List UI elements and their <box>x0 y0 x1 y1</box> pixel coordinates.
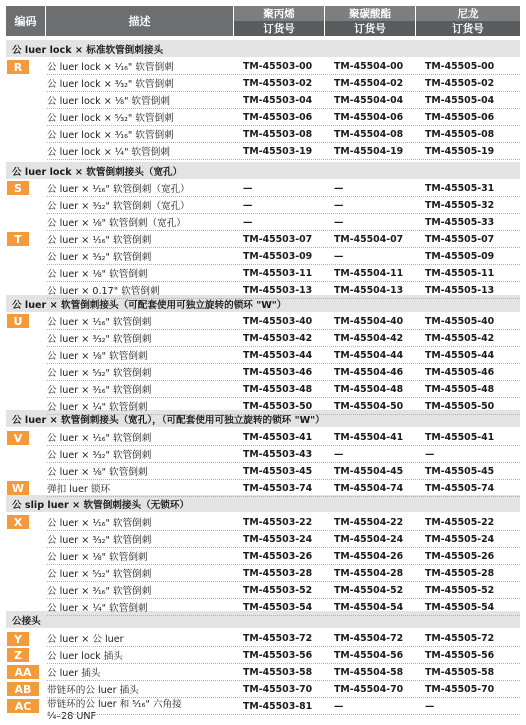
header-col-nylon <box>416 6 520 36</box>
table-row <box>0 58 526 75</box>
table-row <box>0 599 526 616</box>
code-badge: W <box>7 481 29 495</box>
row-description: 公 luer lock × ³⁄₃₂" 软管倒刺 <box>47 79 174 91</box>
table-row <box>0 109 526 126</box>
table-row <box>0 647 526 664</box>
order-number-cell: — <box>425 700 435 712</box>
order-number-cell: TM-45505-48 <box>425 383 495 395</box>
order-number-cell: TM-45503-56 <box>243 649 313 661</box>
order-number-cell: TM-45503-48 <box>243 383 313 395</box>
row-description: 公 luer × ³⁄₃₂" 软管倒刺 <box>47 450 152 462</box>
row-description: 公 luer × 0.17" 软管倒刺 <box>47 286 160 298</box>
order-number-cell: TM-45504-48 <box>334 383 404 395</box>
order-number-cell: TM-45503-70 <box>243 683 313 695</box>
order-number-cell: TM-45503-00 <box>243 60 313 72</box>
section-header: 公 luer × 软管倒刺接头（宽孔），（可配套使用可独立旋转的锁环 "W"） <box>6 410 520 427</box>
order-number-cell: TM-45505-54 <box>425 601 495 613</box>
section-header: 公 slip luer × 软管倒刺接头（无锁环） <box>6 495 520 512</box>
order-number-cell: TM-45504-56 <box>334 649 404 661</box>
order-number-cell: TM-45505-13 <box>425 284 495 296</box>
order-number-cell: TM-45503-81 <box>243 700 313 712</box>
order-number-cell: TM-45503-45 <box>243 465 313 477</box>
header-order-number: 订货号 <box>234 21 324 36</box>
order-number-cell: TM-45505-40 <box>425 315 495 327</box>
code-badge: Y <box>7 632 29 646</box>
row-divider <box>47 615 520 616</box>
code-badge: Z <box>7 648 29 662</box>
table-row <box>0 265 526 282</box>
order-number-cell: TM-45503-52 <box>243 584 313 596</box>
table-row <box>0 347 526 364</box>
row-description: 公 luer lock × ¼" 软管倒刺 <box>47 147 170 159</box>
table-row <box>0 565 526 582</box>
order-number-cell: TM-45503-50 <box>243 400 313 412</box>
header-material: 聚碳酸酯 <box>325 6 415 21</box>
order-number-cell: TM-45503-04 <box>243 94 313 106</box>
order-number-cell: TM-45503-46 <box>243 366 313 378</box>
row-description: 公 luer × ¹⁄₁₆" 软管倒刺 <box>47 518 152 530</box>
order-number-cell: TM-45503-42 <box>243 332 313 344</box>
order-number-cell: TM-45505-46 <box>425 366 495 378</box>
order-number-cell: TM-45505-26 <box>425 550 495 562</box>
order-number-cell: TM-45503-44 <box>243 349 313 361</box>
order-number-cell: TM-45504-70 <box>334 683 404 695</box>
order-number-cell: TM-45505-31 <box>425 182 495 194</box>
table-row <box>0 514 526 531</box>
order-number-cell: TM-45503-43 <box>243 448 313 460</box>
order-number-cell: TM-45504-02 <box>334 77 404 89</box>
table-row <box>0 463 526 480</box>
order-number-cell: TM-45505-28 <box>425 567 495 579</box>
table-header <box>0 6 526 36</box>
header-material: 尼龙 <box>416 6 520 21</box>
row-description: 公 luer lock × ⁵⁄₃₂" 软管倒刺 <box>47 113 174 125</box>
header-col-polypropylene <box>234 6 324 36</box>
table-row <box>0 582 526 599</box>
section-header: 公 luer × 软管倒刺接头（可配套使用可独立旋转的锁环 "W"） <box>6 295 520 312</box>
order-number-cell: TM-45505-24 <box>425 533 495 545</box>
order-number-cell: TM-45503-41 <box>243 431 313 443</box>
order-number-cell: TM-45505-32 <box>425 199 495 211</box>
order-number-cell: TM-45505-50 <box>425 400 495 412</box>
order-number-cell: — <box>425 448 435 460</box>
order-number-cell: TM-45504-58 <box>334 666 404 678</box>
row-divider <box>47 496 520 497</box>
order-number-cell: TM-45505-19 <box>425 145 495 157</box>
order-number-cell: TM-45505-00 <box>425 60 495 72</box>
order-number-cell: TM-45505-52 <box>425 584 495 596</box>
order-number-cell: — <box>334 700 344 712</box>
table-row <box>0 92 526 109</box>
row-description-line: 带链环的公 luer 和 ⁵⁄₁₆" 六角接 <box>47 699 182 710</box>
order-number-cell: TM-45504-52 <box>334 584 404 596</box>
row-description: 公 luer × ⁵⁄₃₂" 软管倒刺 <box>47 368 152 380</box>
order-number-cell: — <box>243 182 253 194</box>
section-header: 公 luer lock × 标准软管倒刺接头 <box>6 40 520 57</box>
order-number-cell: TM-45504-00 <box>334 60 404 72</box>
table-row <box>0 282 526 299</box>
order-number-cell: TM-45504-45 <box>334 465 404 477</box>
table-row <box>0 180 526 197</box>
order-number-cell: TM-45505-44 <box>425 349 495 361</box>
row-divider <box>47 159 520 160</box>
order-number-cell: TM-45505-41 <box>425 431 495 443</box>
row-description: 带链环的公 luer 插头 <box>47 685 139 697</box>
order-number-cell: TM-45504-72 <box>334 632 404 644</box>
order-number-cell: TM-45503-19 <box>243 145 313 157</box>
row-description: 公 luer lock × ⅛" 软管倒刺 <box>47 96 170 108</box>
row-description: 公 luer × ¹⁄₁₆" 软管倒刺 <box>47 235 152 247</box>
order-number-cell: TM-45503-72 <box>243 632 313 644</box>
order-number-cell: TM-45505-72 <box>425 632 495 644</box>
order-number-cell: TM-45504-13 <box>334 284 404 296</box>
order-number-cell: TM-45505-22 <box>425 516 495 528</box>
row-description-line: ¼–28 UNF <box>47 711 97 722</box>
order-number-cell: — <box>243 216 253 228</box>
row-description: 公 luer × ¹⁄₁₆" 软管倒刺 <box>47 317 152 329</box>
order-number-cell: TM-45503-40 <box>243 315 313 327</box>
row-description: 公 luer × ⅛" 软管倒刺 <box>47 552 148 564</box>
order-number-cell: — <box>243 199 253 211</box>
code-badge: U <box>7 314 29 328</box>
order-number-cell: TM-45503-06 <box>243 111 313 123</box>
header-order-number: 订货号 <box>325 21 415 36</box>
table-row <box>0 364 526 381</box>
row-description: 公 luer × ³⁄₁₆" 软管倒刺 <box>47 586 152 598</box>
table-row <box>0 197 526 214</box>
order-number-cell: TM-45504-04 <box>334 94 404 106</box>
header-material: 聚丙烯 <box>234 6 324 21</box>
order-number-cell: TM-45503-02 <box>243 77 313 89</box>
table-row <box>0 548 526 565</box>
header-col-polycarbonate <box>325 6 415 36</box>
row-description: 公 luer × ³⁄₃₂" 软管倒刺 <box>47 535 152 547</box>
row-description: 公 luer × ³⁄₃₂" 软管倒刺 <box>47 334 152 346</box>
row-description <box>47 698 182 722</box>
section-header: 公接头 <box>6 611 520 628</box>
order-number-cell: — <box>334 216 344 228</box>
order-number-cell: TM-45505-07 <box>425 233 495 245</box>
row-description: 公 luer × ¼" 软管倒刺 <box>47 603 148 615</box>
table-row <box>0 143 526 160</box>
order-number-cell: TM-45503-54 <box>243 601 313 613</box>
table-row <box>0 664 526 681</box>
table-row <box>0 630 526 647</box>
order-number-cell: TM-45503-28 <box>243 567 313 579</box>
table-row <box>0 531 526 548</box>
order-number-cell: TM-45504-46 <box>334 366 404 378</box>
order-number-cell: TM-45504-74 <box>334 482 404 494</box>
table-row <box>0 429 526 446</box>
row-description: 公 luer × ¼" 软管倒刺 <box>47 402 148 414</box>
order-number-cell: TM-45504-26 <box>334 550 404 562</box>
row-description: 公 luer × ³⁄₁₆" 软管倒刺 <box>47 385 152 397</box>
order-number-cell: TM-45504-44 <box>334 349 404 361</box>
order-number-cell: TM-45505-70 <box>425 683 495 695</box>
row-description: 公 luer × ⅛" 软管倒刺（宽孔） <box>47 218 186 230</box>
order-number-cell: TM-45503-07 <box>243 233 313 245</box>
order-number-cell: TM-45505-58 <box>425 666 495 678</box>
row-description: 公 luer 插头 <box>47 668 101 680</box>
order-number-cell: TM-45504-11 <box>334 267 404 279</box>
order-number-cell: TM-45504-42 <box>334 332 404 344</box>
order-number-cell: — <box>334 448 344 460</box>
order-number-cell: TM-45505-56 <box>425 649 495 661</box>
order-number-cell: TM-45505-42 <box>425 332 495 344</box>
order-number-cell: — <box>334 182 344 194</box>
table-row <box>0 313 526 330</box>
order-number-cell: TM-45505-02 <box>425 77 495 89</box>
order-number-cell: TM-45504-24 <box>334 533 404 545</box>
order-number-cell: TM-45503-11 <box>243 267 313 279</box>
order-number-cell: TM-45503-08 <box>243 128 313 140</box>
row-description: 公 luer × ⅛" 软管倒刺 <box>47 467 148 479</box>
order-number-cell: TM-45505-11 <box>425 267 495 279</box>
row-description: 公 luer × ¹⁄₁₆" 软管倒刺（宽孔） <box>47 184 190 196</box>
order-number-cell: TM-45504-08 <box>334 128 404 140</box>
code-badge: T <box>7 232 29 246</box>
code-badge: AC <box>7 699 39 713</box>
order-number-cell: TM-45503-13 <box>243 284 313 296</box>
row-description: 公 luer × ⅛" 软管倒刺 <box>47 269 148 281</box>
table-row <box>0 126 526 143</box>
row-divider <box>47 414 520 415</box>
table-row <box>0 446 526 463</box>
order-number-cell: TM-45503-24 <box>243 533 313 545</box>
row-description: 公 luer × ³⁄₃₂" 软管倒刺（宽孔） <box>47 201 190 213</box>
row-description: 公 luer × ¹⁄₁₆" 软管倒刺 <box>47 433 152 445</box>
header-code: 编码 <box>6 6 45 36</box>
table-row <box>0 381 526 398</box>
table-row <box>0 75 526 92</box>
order-number-cell: TM-45503-74 <box>243 482 313 494</box>
order-number-cell: TM-45505-74 <box>425 482 495 494</box>
order-number-cell: — <box>334 250 344 262</box>
table-row <box>0 480 526 497</box>
code-badge: AB <box>7 682 39 696</box>
order-number-cell: TM-45505-08 <box>425 128 495 140</box>
row-description: 公 luer × ³⁄₃₂" 软管倒刺 <box>47 252 152 264</box>
order-number-cell: TM-45504-06 <box>334 111 404 123</box>
row-description: 公 luer × ⅛" 软管倒刺 <box>47 351 148 363</box>
order-number-cell: TM-45505-45 <box>425 465 495 477</box>
order-number-cell: TM-45504-54 <box>334 601 404 613</box>
header-description: 描述 <box>46 6 233 36</box>
order-number-cell: TM-45504-40 <box>334 315 404 327</box>
code-badge: V <box>7 431 29 445</box>
table-row <box>0 231 526 248</box>
row-description: 公 luer lock × ³⁄₁₆" 软管倒刺 <box>47 130 174 142</box>
order-number-cell: — <box>334 199 344 211</box>
header-order-number: 订货号 <box>416 21 520 36</box>
order-number-cell: TM-45503-26 <box>243 550 313 562</box>
order-number-cell: TM-45505-06 <box>425 111 495 123</box>
row-description: 弹扣 luer 锁环 <box>47 484 111 496</box>
order-number-cell: TM-45504-22 <box>334 516 404 528</box>
order-number-cell: TM-45503-58 <box>243 666 313 678</box>
row-description: 公 luer × ⁵⁄₃₂" 软管倒刺 <box>47 569 152 581</box>
code-badge: AA <box>7 665 39 679</box>
table-row <box>0 398 526 415</box>
order-number-cell: TM-45504-28 <box>334 567 404 579</box>
row-divider <box>47 714 520 715</box>
order-number-cell: TM-45504-50 <box>334 400 404 412</box>
table-row <box>0 681 526 698</box>
order-number-cell: TM-45503-09 <box>243 250 313 262</box>
order-number-cell: TM-45504-07 <box>334 233 404 245</box>
row-description: 公 luer lock 插头 <box>47 651 123 663</box>
order-number-cell: TM-45505-09 <box>425 250 495 262</box>
order-number-cell: TM-45505-04 <box>425 94 495 106</box>
code-badge: S <box>7 181 29 195</box>
order-number-cell: TM-45504-41 <box>334 431 404 443</box>
order-number-cell: TM-45504-19 <box>334 145 404 157</box>
order-number-cell: TM-45503-22 <box>243 516 313 528</box>
row-divider <box>47 298 520 299</box>
table-row <box>0 248 526 265</box>
code-badge: X <box>7 515 29 529</box>
section-header: 公 luer lock × 软管倒刺接头（宽孔） <box>6 162 520 179</box>
table-row <box>0 698 526 722</box>
row-description: 公 luer × 公 luer <box>47 634 124 646</box>
table-row <box>0 330 526 347</box>
table-row <box>0 214 526 231</box>
row-description: 公 luer lock × ¹⁄₁₆" 软管倒刺 <box>47 62 174 74</box>
code-badge: R <box>7 60 29 74</box>
order-number-cell: TM-45505-33 <box>425 216 495 228</box>
